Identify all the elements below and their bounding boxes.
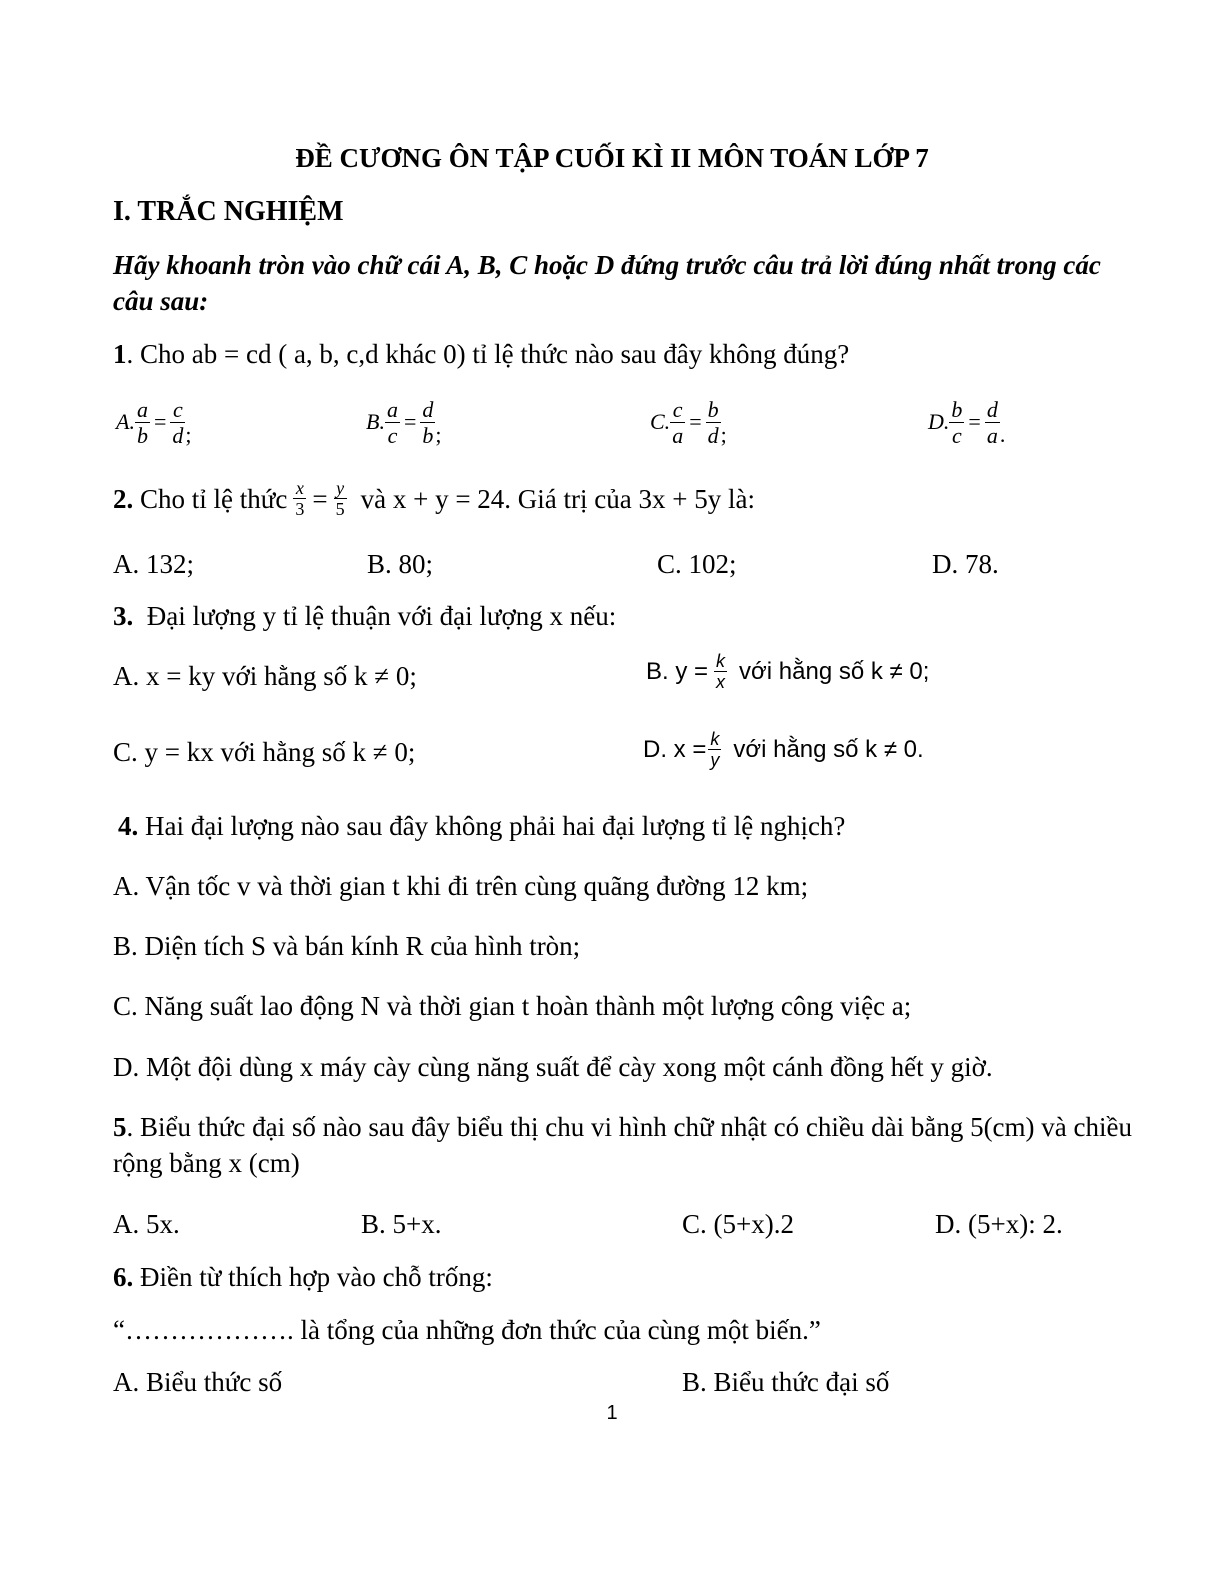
question-text: Hai đại lượng nào sau đây không phải hai đại lượng tỉ lệ nghịch? xyxy=(138,811,846,841)
question-number: 6. xyxy=(113,1262,134,1292)
numerator: k xyxy=(716,651,726,671)
q4-option-d[interactable]: D. Một đội dùng x máy cày cùng năng suất để cày xong một cánh đồng hết y giờ. xyxy=(113,1052,993,1082)
question-text: . Cho ab = cd ( a, b, c,d khác 0) tỉ lệ thức nào sau đây không đúng? xyxy=(126,339,850,369)
option-text-cont: với hằng số k ≠ 0. xyxy=(733,735,924,763)
instruction-line-2: câu sau: xyxy=(113,286,209,316)
numerator: x xyxy=(295,478,304,498)
question-6 xyxy=(113,1261,493,1293)
fraction-right xyxy=(420,397,435,448)
q1-option-a[interactable] xyxy=(116,396,192,448)
question-text-cont: và x + y = 24. Giá trị của 3x + 5y là: xyxy=(360,483,755,514)
q3-option-d[interactable] xyxy=(643,729,924,770)
fraction-x xyxy=(293,478,306,519)
fraction-left xyxy=(949,397,964,448)
question-4 xyxy=(118,810,845,842)
numerator: a xyxy=(136,396,148,422)
equals-sign: = xyxy=(312,483,328,514)
option-text: C. y = kx với hằng số k ≠ 0; xyxy=(113,737,416,767)
q3-option-b[interactable] xyxy=(646,651,929,692)
denominator: x xyxy=(716,672,726,692)
page-number: 1 xyxy=(606,1402,618,1424)
option-label: B. xyxy=(366,409,385,434)
q5-option-b[interactable]: B. 5+x. xyxy=(361,1209,442,1239)
question-text: Cho tỉ lệ thức xyxy=(133,483,288,514)
fraction-right xyxy=(170,397,185,448)
question-2 xyxy=(113,478,755,519)
numerator: d xyxy=(422,396,434,422)
question-1 xyxy=(113,338,849,370)
q5-option-d[interactable]: D. (5+x): 2. xyxy=(935,1209,1063,1239)
question-text: Điền từ thích hợp vào chỗ trống: xyxy=(133,1262,493,1292)
q2-option-d[interactable]: D. 78. xyxy=(932,549,999,579)
page-title: ĐỀ CƯƠNG ÔN TẬP CUỐI KÌ II MÔN TOÁN LỚP 7 xyxy=(295,143,929,173)
denominator: a xyxy=(672,422,684,448)
instruction-line-1: Hãy khoanh tròn vào chữ cái A, B, C hoặc D đứng trước câu trả lời đúng nhất trong các xyxy=(113,250,1101,280)
numerator: c xyxy=(672,396,683,422)
fraction-k-over-y xyxy=(708,729,721,770)
numerator: y xyxy=(336,478,345,498)
option-end: ; xyxy=(720,422,727,447)
option-text: D. x = xyxy=(643,735,707,763)
question-number: 4. xyxy=(118,811,139,841)
q3-option-c[interactable] xyxy=(113,736,415,768)
fraction-right xyxy=(706,397,721,448)
fraction-right xyxy=(985,397,1000,448)
q1-option-c[interactable] xyxy=(650,396,727,448)
q6-option-b[interactable]: B. Biểu thức đại số xyxy=(682,1367,890,1397)
option-text: A. x = ky với hằng số k ≠ 0; xyxy=(113,661,417,691)
fraction-left xyxy=(670,397,685,448)
question-3 xyxy=(113,600,616,632)
q5-option-c[interactable]: C. (5+x).2 xyxy=(682,1209,794,1239)
question-text: Đại lượng y tỉ lệ thuận với đại lượng x nếu: xyxy=(133,601,617,631)
fraction-y xyxy=(334,478,347,519)
fraction-left xyxy=(135,397,150,448)
denominator: c xyxy=(949,422,964,448)
option-label: C. xyxy=(650,409,671,434)
q3-option-a[interactable] xyxy=(113,660,417,692)
question-5-line-2: rộng bằng x (cm) xyxy=(113,1148,300,1178)
q2-option-c[interactable]: C. 102; xyxy=(657,549,737,579)
denominator: 3 xyxy=(295,499,305,519)
q5-option-a[interactable]: A. 5x. xyxy=(113,1209,180,1239)
option-end: ; xyxy=(435,422,442,447)
question-number: 3. xyxy=(113,601,134,631)
option-end: . xyxy=(999,422,1006,447)
denominator: 5 xyxy=(335,499,345,519)
q4-option-a[interactable]: A. Vận tốc v và thời gian t khi đi trên cùng quãng đường 12 km; xyxy=(113,871,809,901)
equals-sign: = xyxy=(403,409,417,434)
option-end: ; xyxy=(185,422,192,447)
numerator: k xyxy=(710,729,720,749)
denominator: d xyxy=(707,422,719,448)
denominator: d xyxy=(172,422,184,448)
numerator: a xyxy=(386,396,398,422)
question-text: . Biểu thức đại số nào sau đây biểu thị chu vi hình chữ nhật có chiều dài bằng 5(cm) và chiều xyxy=(126,1112,1132,1142)
section-heading: I. TRẮC NGHIỆM xyxy=(113,196,344,227)
question-number: 1 xyxy=(113,339,127,369)
denominator: a xyxy=(986,422,998,448)
q1-option-b[interactable] xyxy=(366,396,442,448)
option-label: D. xyxy=(928,409,950,434)
fill-in-quote: “………………. là tổng của những đơn thức của cùng một biến.” xyxy=(113,1315,821,1345)
q4-option-b[interactable]: B. Diện tích S và bán kính R của hình tròn; xyxy=(113,931,581,961)
q6-option-a[interactable]: A. Biểu thức số xyxy=(113,1367,283,1397)
denominator: y xyxy=(710,750,720,770)
option-label: A. xyxy=(116,409,135,434)
denominator: c xyxy=(385,422,400,448)
equals-sign: = xyxy=(689,409,702,434)
question-number: 5 xyxy=(113,1112,127,1142)
q2-option-a[interactable]: A. 132; xyxy=(113,549,194,579)
fraction-k-over-x xyxy=(714,651,727,692)
option-text-cont: với hằng số k ≠ 0; xyxy=(739,657,930,685)
option-text: B. y = xyxy=(646,657,709,685)
fraction-left xyxy=(385,397,400,448)
equals-sign: = xyxy=(968,409,981,434)
numerator: b xyxy=(951,396,963,422)
numerator: b xyxy=(707,396,719,422)
question-number: 2. xyxy=(113,483,134,514)
numerator: c xyxy=(172,396,183,422)
q2-option-b[interactable]: B. 80; xyxy=(367,549,434,579)
question-5 xyxy=(113,1111,1132,1143)
q4-option-c[interactable]: C. Năng suất lao động N và thời gian t hoàn thành một lượng công việc a; xyxy=(113,991,912,1021)
denominator: b xyxy=(136,422,148,448)
q1-option-d[interactable] xyxy=(928,396,1005,448)
numerator: d xyxy=(986,396,998,422)
denominator: b xyxy=(422,422,434,448)
equals-sign: = xyxy=(153,409,167,434)
